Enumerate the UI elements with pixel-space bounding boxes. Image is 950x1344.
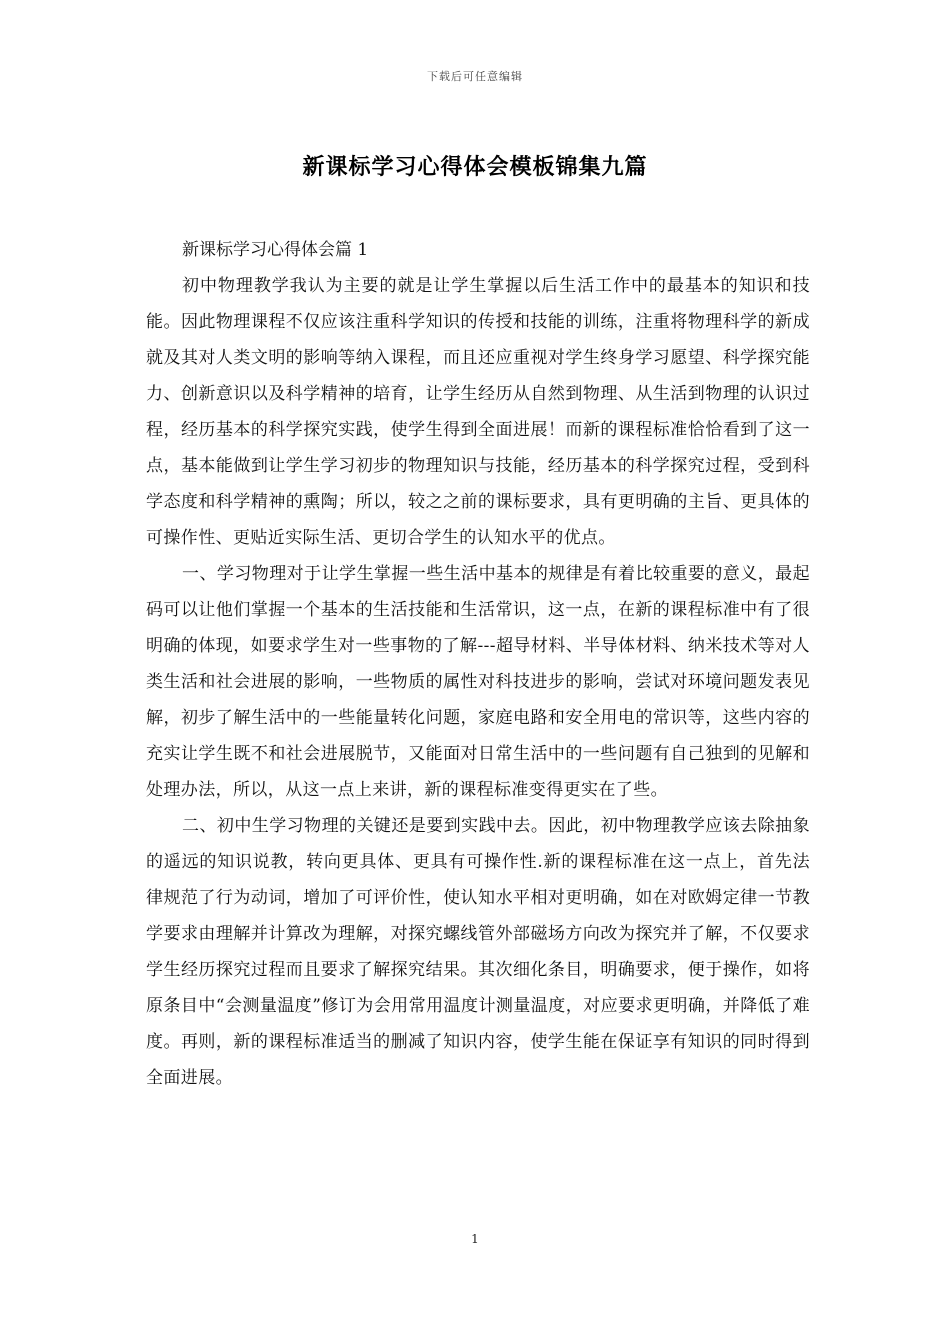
document-body bbox=[146, 232, 810, 1096]
page-number: 1 bbox=[471, 1232, 479, 1246]
document-title: 新课标学习心得体会模板锦集九篇 bbox=[302, 154, 648, 180]
paragraph-1: 初中物理教学我认为主要的就是让学生掌握以后生活工作中的最基本的知识和技能。因此物理课程不仅应该注重科学知识的传授和技能的训练，注重将物理科学的新成就及其对人类文明的影响等纳入课程，而且还应重视对学生终身学习愿望、科学探究能力、创新意识以及科学精神的培育，让学生经历从自然到物理、从生活到物理的认识过程，经历基本的科学探究实践，使学生得到全面进展！而新的课程标准恰恰看到了这一点，基本能做到让学生学习初步的物理知识与技能，经历基本的科学探究过程，受到科学态度和科学精神的熏陶；所以，较之之前的课标要求，具有更明确的主旨、更具体的可操作性、更贴近实际生活、更切合学生的认知水平的优点。 bbox=[146, 276, 810, 548]
paragraph-3: 二、初中生学习物理的关键还是要到实践中去。因此，初中物理教学应该去除抽象的遥远的知识说教，转向更具体、更具有可操作性.新的课程标准在这一点上，首先法律规范了行为动词，增加了可评价性，使认知水平相对更明确，如在对欧姆定律一节教学要求由理解并计算改为理解，对探究螺线管外部磁场方向改为探究并了解，不仅要求学生经历探究过程而且要求了解探究结果。其次细化条目，明确要求，便于操作，如将原条目中“会测量温度”修订为会用常用温度计测量温度，对应要求更明确，并降低了难度。再则，新的课程标准适当的删减了知识内容，使学生能在保证享有知识的同时得到全面进展。 bbox=[146, 816, 810, 1088]
section-heading: 新课标学习心得体会篇 1 bbox=[182, 240, 369, 260]
paragraph-2: 一、学习物理对于让学生掌握一些生活中基本的规律是有着比较重要的意义，最起码可以让他们掌握一个基本的生活技能和生活常识，这一点，在新的课程标准中有了很明确的体现，如要求学生对一些事物的了解---超导材料、半导体材料、纳米技术等对人类生活和社会进展的影响，一些物质的属性对科技进步的影响，尝试对环境问题发表见解，初步了解生活中的一些能量转化问题，家庭电路和安全用电的常识等，这些内容的充实让学生既不和社会进展脱节，又能面对日常生活中的一些问题有自己独到的见解和处理办法，所以，从这一点上来讲，新的课程标准变得更实在了些。 bbox=[146, 564, 810, 800]
header-note: 下载后可任意编辑 bbox=[427, 70, 523, 83]
